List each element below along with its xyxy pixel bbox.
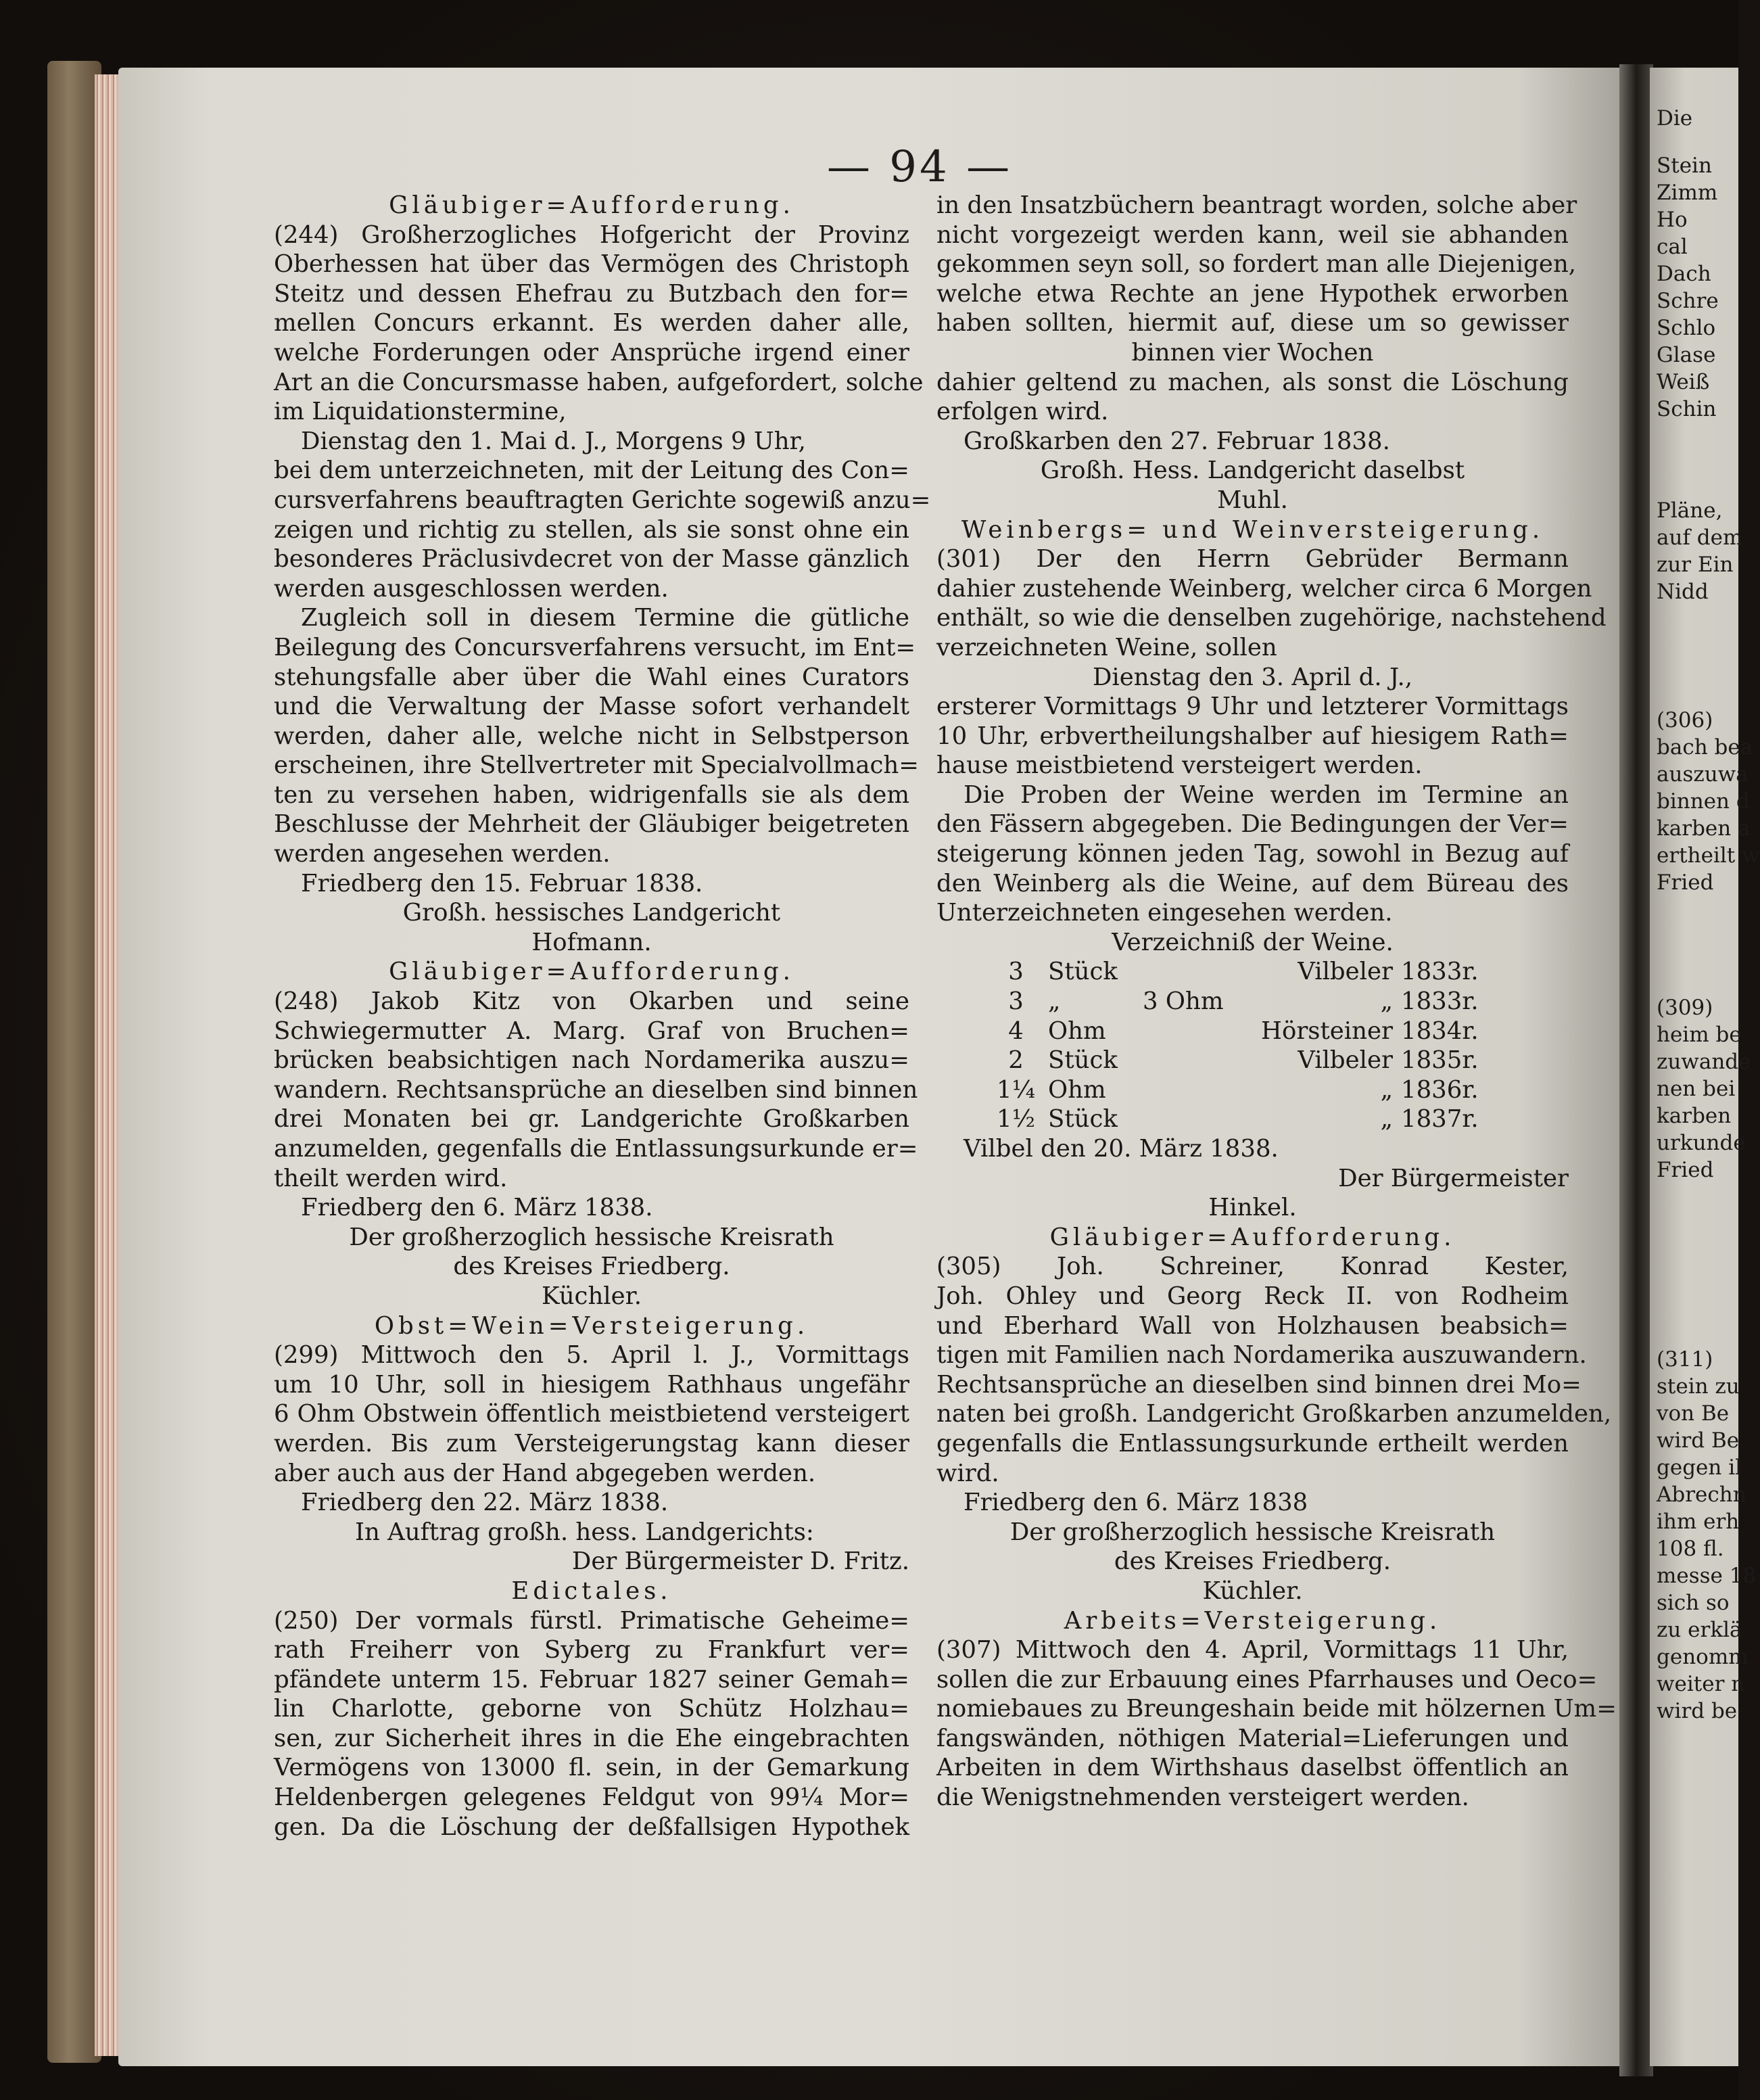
text-line: sen, zur Sicherheit ihres in die Ehe eingebrachten [274,1724,909,1752]
text-line: sollen die zur Erbauung eines Pfarrhauses und Oeco= [936,1665,1598,1694]
facing-page-text: binnen d [1657,789,1750,814]
text-line: haben sollten, hiermit auf, diese um so gewisser [936,309,1569,337]
facing-page-text: zuwande [1657,1050,1751,1074]
text-line: stehungsfalle aber über die Wahl eines Curators [274,663,909,691]
text-line: Verzeichniß der Weine. [1112,928,1394,956]
text-line: pfändete unterm 15. Februar 1827 seiner Gemah= [274,1665,909,1694]
wine-list-cell: „ [1380,1075,1393,1104]
wine-list-cell: 1834r. [1401,1017,1479,1045]
wine-list-cell: Hörsteiner [1261,1017,1393,1045]
wine-list-cell: Stück [1048,1046,1118,1075]
text-line: rath Freiherr von Syberg zu Frankfurt ver= [274,1636,909,1664]
right-column [936,191,1617,1813]
text-line: Friedberg den 6. März 1838 [964,1489,1308,1517]
text-line: im Liquidationstermine, [274,398,567,426]
facing-page-text: Schin [1657,397,1717,421]
text-line: (248) Jakob Kitz von Okarben und seine [274,987,909,1016]
wine-list-cell: 2 [1008,1046,1024,1075]
text-line: 6 Ohm Obstwein öffentlich meistbietend versteigert [274,1400,909,1428]
page-edges [95,74,122,2056]
text-line: und die Verwaltung der Masse sofort verhandelt [274,693,909,721]
facing-page-text: Abrechn [1657,1483,1746,1507]
book-cover-edge [47,61,101,2063]
wine-list-row [936,1046,1569,1075]
text-line: Großkarben den 27. Februar 1838. [964,427,1390,455]
text-line: Großh. hessisches Landgericht [402,899,781,927]
text-line: Küchler. [541,1282,642,1310]
text-line: Unterzeichneten eingesehen werden. [936,899,1393,927]
facing-page-text: Schlo [1657,316,1716,340]
wine-list-cell: „ [1048,987,1061,1016]
text-line: Schwiegermutter A. Marg. Graf von Bruchen= [274,1017,909,1045]
text-line: Friedberg den 22. März 1838. [301,1489,669,1517]
text-line: welche Forderungen oder Ansprüche irgend einer [274,338,909,367]
section-heading: Arbeits=Versteigerung. [1064,1606,1442,1635]
text-line: (299) Mittwoch den 5. April l. J., Vormittags [274,1341,909,1370]
wine-list-cell: 1833r. [1401,987,1479,1016]
facing-page-text: Dach [1657,262,1711,286]
section-heading: Gläubiger=Aufforderung. [389,958,794,986]
facing-page-text: Schre [1657,289,1719,313]
text-line: enthält, so wie die denselben zugehörige, nachstehend [936,604,1607,632]
wine-list-cell [1143,1075,1237,1105]
facing-page-text: nen bei [1657,1077,1736,1101]
facing-page-text: cal [1657,235,1688,259]
facing-page-text: Pläne, [1657,498,1723,523]
text-line: Der großherzoglich hessische Kreisrath [1009,1518,1496,1546]
text-line: drei Monaten bei gr. Landgerichte Großkarben [274,1105,909,1134]
facing-page-text: heim be [1657,1023,1742,1047]
wine-list-row [936,1104,1569,1134]
text-line: Steitz und dessen Ehefrau zu Butzbach den for= [274,279,909,308]
text-line: werden angesehen werden. [274,840,611,868]
book-gutter [1619,64,1653,2076]
facing-page-text: Die [1657,106,1693,131]
wine-list-cell: 1¼ [997,1075,1035,1104]
wine-list-cell: 3 Ohm [1143,987,1224,1016]
facing-page-text: auszuwa [1657,762,1749,787]
text-line: (244) Großherzogliches Hofgericht der Provinz [274,220,909,249]
wine-list-row [936,1075,1569,1105]
text-line: binnen vier Wochen [1131,338,1374,367]
facing-page-text: wird be [1657,1699,1738,1723]
text-line: Heldenbergen gelegenes Feldgut von 99¼ Mor= [274,1783,909,1812]
facing-page-text: (306) [1657,708,1713,732]
facing-page-text: stein zu [1657,1374,1740,1399]
text-line: aber auch aus der Hand abgegeben werden. [274,1459,816,1487]
text-line: nicht vorgezeigt werden kann, weil sie abhanden [936,220,1569,249]
wine-list-cell: 1½ [997,1105,1035,1134]
facing-page-text: (311) [1657,1347,1713,1372]
text-line: Küchler. [1202,1577,1303,1605]
text-line: Die Proben der Weine werden im Termine an [964,780,1569,809]
text-line: gegenfalls die Entlassungsurkunde ertheilt werden [936,1429,1569,1457]
text-line: gen. Da die Löschung der deßfallsigen Hypothek [274,1813,909,1841]
text-line: Arbeiten in dem Wirthshaus daselbst öffentlich an [936,1754,1569,1782]
text-line: ten zu versehen haben, widrigenfalls sie als dem [274,780,909,809]
wine-list-cell: Stück [1048,958,1118,986]
text-line: Hofmann. [531,928,652,956]
facing-page-text: ihm erh [1657,1510,1740,1534]
wine-list-cell [1143,1104,1237,1134]
facing-page-text: auf dem [1657,526,1743,550]
facing-page-text: von Be [1657,1401,1730,1426]
text-line: dahier zustehende Weinberg, welcher circa 6 Morgen [936,574,1592,603]
text-line: Der Bürgermeister [1338,1164,1569,1192]
wine-list-cell: Ohm [1048,1017,1106,1045]
text-line: Joh. Ohley und Georg Reck II. von Rodheim [936,1282,1569,1310]
wine-list-row [936,1017,1569,1046]
facing-page-text: Fried [1657,1158,1714,1182]
facing-page-text: karben a [1657,816,1751,841]
wine-list-cell [1143,957,1237,987]
wine-list-cell: 1837r. [1401,1105,1479,1134]
facing-page-text: wird Be [1657,1428,1740,1453]
text-line: brücken beabsichtigen nach Nordamerika auszu= [274,1046,909,1075]
text-line: Zugleich soll in diesem Termine die gütliche [301,604,909,632]
facing-page-text: (309) [1657,996,1713,1020]
text-line: den Weinberg als die Weine, auf dem Büreau des [936,869,1569,897]
text-line: (301) Der den Herrn Gebrüder Bermann [936,545,1569,574]
text-line: dahier geltend zu machen, als sonst die Löschung [936,368,1569,396]
text-line: Dienstag den 3. April d. J., [1092,663,1413,691]
text-line: Oberhessen hat über das Vermögen des Christoph [274,250,909,279]
section-heading: Obst=Wein=Versteigerung. [374,1311,809,1340]
text-line: Friedberg den 15. Februar 1838. [301,869,703,897]
text-line: bei dem unterzeichneten, mit der Leitung des Con= [274,457,909,485]
text-line: welche etwa Rechte an jene Hypothek erworben [936,279,1569,308]
text-line: Beilegung des Concursverfahrens versucht, im Ent= [274,633,916,661]
facing-page-text: Stein [1657,154,1712,178]
wine-list-cell: „ [1380,987,1393,1016]
facing-page-text: karben [1657,1104,1732,1128]
section-heading: Gläubiger=Aufforderung. [389,191,794,219]
text-line: naten bei großh. Landgericht Großkarben anzumelden, [936,1400,1612,1428]
text-line: und Eberhard Wall von Holzhausen beabsich= [936,1311,1569,1340]
facing-page-text: zu erklä [1657,1618,1742,1642]
text-line: des Kreises Friedberg. [453,1253,730,1281]
text-line: Art an die Concursmasse haben, aufgefordert, solche [274,368,924,396]
facing-page-text: Fried [1657,870,1714,895]
wine-list-row [936,987,1569,1017]
facing-page-text: gegen il [1657,1455,1742,1480]
text-line: Dienstag den 1. Mai d. J., Morgens 9 Uhr, [301,427,806,455]
text-line: theilt werden wird. [274,1164,508,1192]
section-heading: Weinbergs= und Weinversteigerung. [961,515,1544,544]
wine-list-cell: Stück [1048,1105,1118,1134]
wine-list-cell: 1836r. [1401,1075,1479,1104]
wine-list-cell: „ [1380,1105,1393,1134]
facing-page-text: Weiß [1657,370,1710,394]
text-line: (305) Joh. Schreiner, Konrad Kester, [936,1253,1569,1281]
text-line: Der großherzoglich hessische Kreisrath [349,1223,834,1251]
text-line: Muhl. [1217,486,1288,514]
text-line: ersterer Vormittags 9 Uhr und letzterer Vormittags [936,693,1569,721]
text-line: werden ausgeschlossen werden. [274,574,669,603]
text-line: wandern. Rechtsansprüche an dieselben sind binnen [274,1075,918,1104]
text-line: erfolgen wird. [936,398,1109,426]
wine-list-cell: Ohm [1048,1075,1106,1104]
wine-list-cell: 4 [1008,1017,1024,1045]
text-line: Der Bürgermeister D. Fritz. [571,1547,909,1576]
facing-page-text: Zimm [1657,181,1718,205]
text-line: wird. [936,1459,999,1487]
text-line: den Fässern abgegeben. Die Bedingungen der Ver= [936,810,1569,839]
text-line: cursverfahrens beauftragten Gerichte sogewiß anzu= [274,486,931,514]
text-line: lin Charlotte, geborne von Schütz Holzhau= [274,1695,909,1723]
text-line: mellen Concurs erkannt. Es werden daher alle, [274,309,909,337]
wine-list-cell: 3 [1008,987,1024,1016]
facing-page-text: bach bea [1657,735,1753,760]
text-line: besonderes Präclusivdecret von der Masse gänzlich [274,545,909,574]
text-line: hause meistbietend versteigert werden. [936,751,1423,780]
left-column [274,191,931,1842]
text-line: Hinkel. [1208,1194,1297,1222]
text-line: die Wenigstnehmenden versteigert werden. [936,1783,1469,1812]
facing-page-text: weiter n [1657,1672,1745,1696]
text-line: Friedberg den 6. März 1838. [301,1194,653,1222]
wine-list-cell: 1835r. [1401,1046,1479,1075]
facing-page-text: genomm [1657,1645,1749,1669]
wine-list-cell: Vilbeler [1298,1046,1393,1075]
facing-page-text: 108 fl. [1657,1537,1724,1561]
text-line: zeigen und richtig zu stellen, als sie sonst ohne ein [274,515,909,544]
text-line: fangswänden, nöthigen Material=Lieferungen und [936,1724,1569,1752]
text-line: in den Insatzbüchern beantragt worden, solche aber [936,191,1577,219]
facing-page-text: zur Ein [1657,553,1734,577]
text-line: des Kreises Friedberg. [1114,1547,1392,1576]
wine-list-row [936,957,1569,987]
text-line: steigerung können jeden Tag, sowohl in Bezug auf [936,840,1569,868]
facing-page-text: Glase [1657,343,1716,367]
text-line: Vermögens von 13000 fl. sein, in der Gemarkung [274,1754,909,1782]
section-heading: Gläubiger=Aufforderung. [1049,1223,1456,1251]
wine-list-cell [1143,1017,1237,1046]
section-heading: Edictales. [511,1577,672,1605]
text-line: werden. Bis zum Versteigerungstag kann dieser [274,1429,909,1457]
text-line: Großh. Hess. Landgericht daselbst [1040,457,1465,485]
text-line: Vilbel den 20. März 1838. [964,1135,1279,1163]
wine-list-cell: Vilbeler [1298,958,1393,986]
facing-page-text: messe 18 [1657,1564,1757,1588]
facing-page-text: ertheilt w [1657,843,1760,868]
facing-page-text: urkunde [1657,1131,1746,1155]
page-number: — 94 — [826,142,1013,192]
text-line: 10 Uhr, erbvertheilungshalber auf hiesigem Rath= [936,722,1569,750]
text-line: (250) Der vormals fürstl. Primatische Geheime= [274,1606,909,1635]
text-line: anzumelden, gegenfalls die Entlassungsurkunde er= [274,1135,918,1163]
facing-page-text: Ho [1657,208,1688,232]
facing-page-text: Nidd [1657,580,1709,604]
text-line: verzeichneten Weine, sollen [936,633,1277,661]
text-line: werden, daher alle, welche nicht in Selbstperson [274,722,909,750]
text-line: nomiebaues zu Breungeshain beide mit hölzernen Um= [936,1695,1617,1723]
text-line: gekommen seyn soll, so fordert man alle Diejenigen, [936,250,1577,279]
wine-list-cell: 1833r. [1401,958,1479,986]
wine-list-cell [1143,1046,1237,1075]
facing-page-text: sich so [1657,1591,1730,1615]
text-line: Beschlusse der Mehrheit der Gläubiger beigetreten [274,810,909,839]
text-line: Rechtsansprüche an dieselben sind binnen drei Mo= [936,1370,1581,1399]
wine-list-cell: 3 [1008,958,1024,986]
text-line: um 10 Uhr, soll in hiesigem Rathhaus ungefähr [274,1370,909,1399]
text-line: tigen mit Familien nach Nordamerika auszuwandern. [936,1341,1587,1370]
text-line: (307) Mittwoch den 4. April, Vormittags 11 Uhr, [936,1636,1569,1664]
facing-page-fragment [1650,68,1760,2066]
text-line: In Auftrag großh. hess. Landgerichts: [355,1518,814,1546]
text-line: erscheinen, ihre Stellvertreter mit Specialvollmach= [274,751,920,780]
